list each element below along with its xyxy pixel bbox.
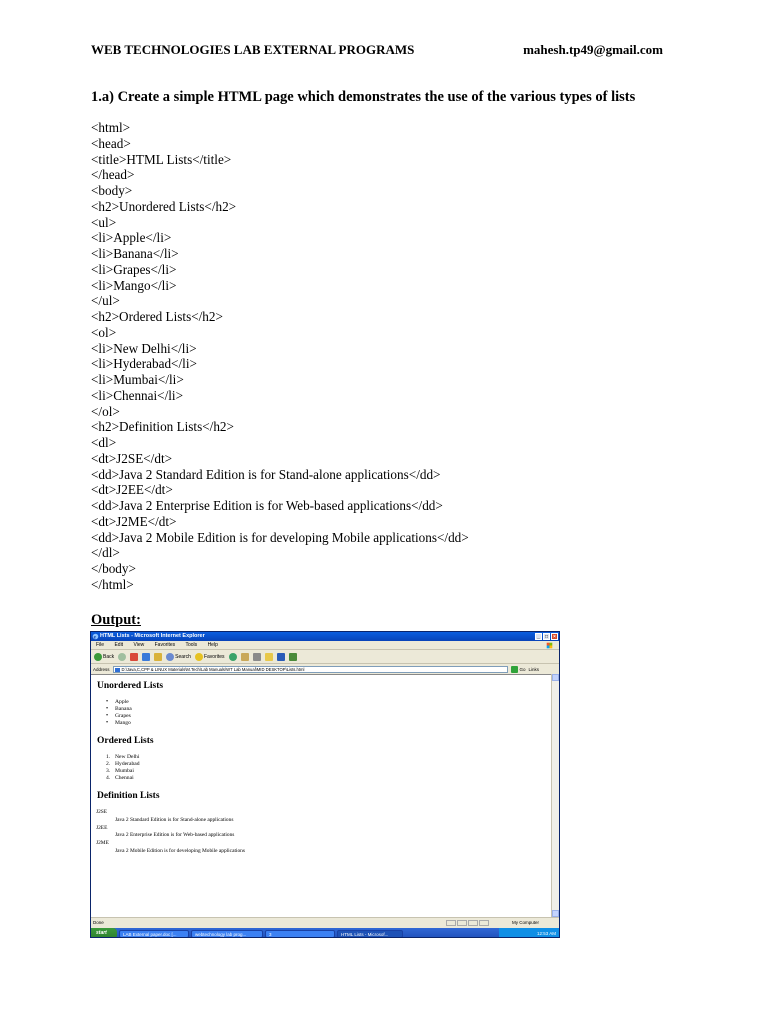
menu-help[interactable]: Help	[207, 642, 218, 648]
code-line: <li>Apple</li>	[91, 230, 172, 246]
address-label: Address	[93, 667, 110, 672]
close-button[interactable]: ×	[551, 633, 558, 640]
code-line: <dl>	[91, 435, 117, 450]
browser-titlebar	[91, 632, 559, 641]
status-bar	[91, 917, 559, 927]
minimize-button[interactable]: _	[535, 633, 542, 640]
back-arrow-icon	[94, 653, 102, 661]
code-line: <li>Chennai</li>	[91, 387, 184, 403]
code-line: <li>Banana</li>	[91, 246, 179, 261]
code-line: </body>	[91, 561, 136, 576]
definition-desc: Java 2 Standard Edition is for Stand-alone applications	[115, 816, 234, 823]
toolbar	[91, 651, 559, 664]
code-line: <h2>Unordered Lists</h2>	[91, 198, 237, 214]
search-icon	[166, 653, 174, 661]
code-line: <dt>J2SE</dt>	[91, 450, 173, 466]
browser-title: HTML Lists - Microsoft Internet Explorer	[100, 633, 205, 639]
search-button[interactable]: Search	[166, 653, 191, 661]
header-email: mahesh.tp49@gmail.com	[523, 42, 663, 57]
favorites-button[interactable]: Favorites	[195, 653, 225, 661]
vertical-scrollbar[interactable]	[551, 674, 559, 917]
forward-button[interactable]	[118, 653, 126, 661]
question-heading: 1.a) Create a simple HTML page which demonstrates the use of the various types of lists	[91, 89, 636, 105]
code-line: <dt>J2ME</dt>	[91, 513, 177, 529]
list-item: 2. Hyderabad	[106, 761, 140, 767]
ie-logo-icon	[92, 633, 99, 640]
menu-favorites[interactable]: Favorites	[154, 642, 176, 648]
taskbar-item[interactable]: LAB External paper.doc [...	[119, 930, 189, 938]
messenger-icon[interactable]	[289, 653, 297, 661]
code-line: </html>	[91, 576, 134, 592]
links-label[interactable]: Links	[528, 667, 540, 672]
folder-icon[interactable]	[265, 653, 273, 661]
list-item: • Apple	[106, 699, 132, 706]
output-heading: Output:	[91, 612, 141, 628]
ordered-list	[106, 754, 140, 782]
scroll-up-icon[interactable]	[552, 674, 559, 681]
list-item: • Grapes	[106, 713, 132, 720]
back-button[interactable]: Back	[94, 653, 114, 661]
code-line: </dl>	[91, 545, 120, 561]
code-line: <li>Mumbai</li>	[91, 372, 184, 387]
refresh-icon[interactable]	[142, 653, 150, 661]
taskbar-item-active[interactable]: HTML Lists - Microsof...	[337, 930, 403, 938]
definition-list	[96, 809, 245, 856]
definition-term: J2EE	[96, 824, 108, 831]
zone-text: My Computer	[511, 920, 539, 925]
address-bar	[91, 665, 559, 674]
word-icon[interactable]	[277, 653, 285, 661]
header-title: WEB TECHNOLOGIES LAB EXTERNAL PROGRAMS	[91, 42, 415, 57]
code-line: <li>New Delhi</li>	[91, 340, 197, 356]
maximize-button[interactable]: □	[544, 634, 549, 640]
definition-term: J2SE	[96, 809, 108, 815]
svg-text:e: e	[93, 635, 96, 640]
code-block	[91, 120, 651, 593]
list-item: 3. Mumbai	[106, 768, 134, 774]
start-button[interactable]: start	[91, 928, 117, 938]
page-icon	[115, 668, 120, 673]
star-icon	[195, 653, 203, 661]
heading-definition: Definition Lists	[97, 791, 160, 801]
code-line: </ul>	[91, 293, 120, 309]
code-line: <li>Hyderabad</li>	[91, 356, 197, 372]
code-line: </ol>	[91, 403, 120, 419]
code-line: <li>Grapes</li>	[91, 261, 177, 277]
code-line: <body>	[91, 183, 133, 198]
clock: 12:53 AM	[536, 931, 556, 936]
menu-tools[interactable]: Tools	[185, 642, 198, 648]
menu-file[interactable]: File	[96, 642, 105, 648]
forward-arrow-icon	[118, 653, 126, 661]
code-line: <dd>Java 2 Enterprise Edition is for Web-based applications</dd>	[91, 498, 443, 513]
stop-icon[interactable]	[130, 653, 138, 661]
go-arrow-icon	[511, 666, 518, 673]
browser-screenshot	[90, 631, 560, 938]
go-button[interactable]: Go	[511, 665, 526, 674]
code-line: <html>	[91, 120, 131, 135]
code-line: <h2>Definition Lists</h2>	[91, 419, 234, 435]
code-line: <ul>	[91, 214, 117, 230]
status-text: Done	[93, 920, 104, 925]
menu-edit[interactable]: Edit	[114, 642, 124, 648]
definition-desc: Java 2 Enterprise Edition is for Web-based applications	[115, 832, 235, 839]
code-line: <dd>Java 2 Mobile Edition is for developing Mobile applications</dd>	[91, 529, 469, 545]
list-item: • Mango	[106, 720, 132, 727]
definition-desc: Java 2 Mobile Edition is for developing Mobile applications	[115, 847, 245, 854]
scroll-down-icon[interactable]	[552, 910, 559, 917]
code-line: <h2>Ordered Lists</h2>	[91, 309, 223, 324]
print-icon[interactable]	[253, 653, 261, 661]
page-header	[91, 42, 663, 62]
code-line: <dt>J2EE</dt>	[91, 482, 173, 498]
unordered-list	[106, 699, 132, 727]
home-icon[interactable]	[154, 653, 162, 661]
list-item: 4. Chennai	[106, 775, 134, 781]
definition-term: J2ME	[96, 840, 109, 847]
code-line: <title>HTML Lists</title>	[91, 151, 232, 167]
heading-unordered: Unordered Lists	[97, 681, 164, 691]
mail-icon[interactable]	[241, 653, 249, 661]
list-item: 1. New Delhi	[106, 754, 140, 760]
code-line: <ol>	[91, 324, 117, 340]
taskbar-item[interactable]: webtechnology lab prog...	[191, 930, 263, 938]
code-line: <head>	[91, 135, 131, 151]
code-line: <dd>Java 2 Standard Edition is for Stand-alone applications</dd>	[91, 466, 441, 482]
heading-ordered: Ordered Lists	[97, 736, 154, 746]
page-content	[91, 674, 553, 917]
code-line: <li>Mango</li>	[91, 277, 177, 293]
taskbar	[91, 928, 559, 938]
list-item: • Banana	[106, 706, 132, 713]
system-tray	[499, 928, 559, 938]
history-icon[interactable]	[229, 653, 237, 661]
address-input[interactable]	[113, 666, 508, 673]
code-line: </head>	[91, 167, 135, 183]
menubar	[91, 641, 559, 650]
address-value: D:\Java,C,CPP & LINUX Materials\M.Tech\Lab Manuals\WT Lab Manual\MID DESKTOP\Lists.html	[121, 667, 305, 672]
taskbar-item[interactable]: 3	[265, 930, 335, 938]
menu-view[interactable]: View	[133, 642, 145, 648]
windows-logo-icon	[546, 642, 553, 649]
